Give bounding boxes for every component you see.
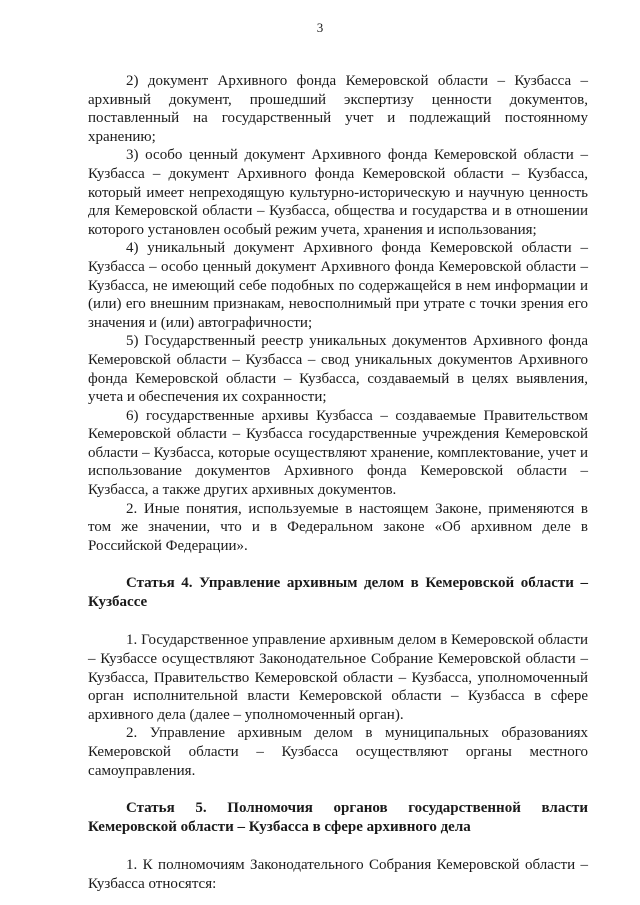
paragraph-other-terms: 2. Иные понятия, используемые в настоящем Законе, применяются в том же значении, что и в Федеральном законе «Об архивном деле в Российской Федерации». (88, 500, 588, 554)
article-4-clause-2: 2. Управление архивным делом в муниципальных образованиях Кемеровской области – Кузбасса осуществляют органы местного самоуправления. (88, 725, 588, 779)
paragraph-definition-2: 2) документ Архивного фонда Кемеровской области – Кузбасса – архивный документ, прошедший экспертизу ценности документов, поставленный на государственный учет и подлежащий постоянному хранению; (88, 73, 588, 145)
paragraph-definition-3: 3) особо ценный документ Архивного фонда Кемеровской области – Кузбасса – документ Архивного фонда Кемеровской области – Кузбасса, который имеет непреходящую культурно-историческую и научную ценность для Кемеровской области – Кузбасса, общества и государства и в отношении которого установлен особый режим учета, хранения и использования; (88, 147, 588, 238)
article-5-heading: Статья 5. Полномочия органов государственной власти Кемеровской области – Кузбасса в сфере архивного дела (88, 800, 588, 836)
paragraph-definition-6: 6) государственные архивы Кузбасса – создаваемые Правительством Кемеровской области – Кузбасса государственные учреждения Кемеровской области – Кузбасса, которые осуществляют хранение, комплектование, учет и использование документов Архивного фонда Кемеровской области – Кузбасса, а также других архивных документов. (88, 407, 588, 499)
paragraph-definition-5: 5) Государственный реестр уникальных документов Архивного фонда Кемеровской области – Кузбасса – свод уникальных документов Архивного фонда Кемеровской области – Кузбасса, создаваемый в целях выявления, учета и обеспечения их сохранности; (88, 333, 588, 406)
article-4-clause-1: 1. Государственное управление архивным делом в Кемеровской области – Кузбассе осуществляют Законодательное Собрание Кемеровской области – Кузбасса, Правительство Кемеровской области – Кузбасса, уполномоченный орган исполнительной власти Кемеровской области – Кузбасса в сфере архивного дела (далее – уполномоченный орган). (88, 632, 588, 723)
article-5-clause-1: 1. К полномочиям Законодательного Собрания Кемеровской области – Кузбасса относятся: (88, 857, 588, 892)
document-body (88, 72, 588, 893)
page-number: 3 (316, 20, 324, 35)
paragraph-definition-4: 4) уникальный документ Архивного фонда Кемеровской области – Кузбасса – особо ценный документ Архивного фонда Кемеровской области – Кузбасса, не имеющий себе подобных по содержащейся в нем информации и (или) его внешним признакам, невосполнимый при утрате с точки зрения его значения и (или) автографичности; (88, 240, 588, 331)
article-4-heading: Статья 4. Управление архивным делом в Кемеровской области – Кузбассе (88, 575, 588, 611)
